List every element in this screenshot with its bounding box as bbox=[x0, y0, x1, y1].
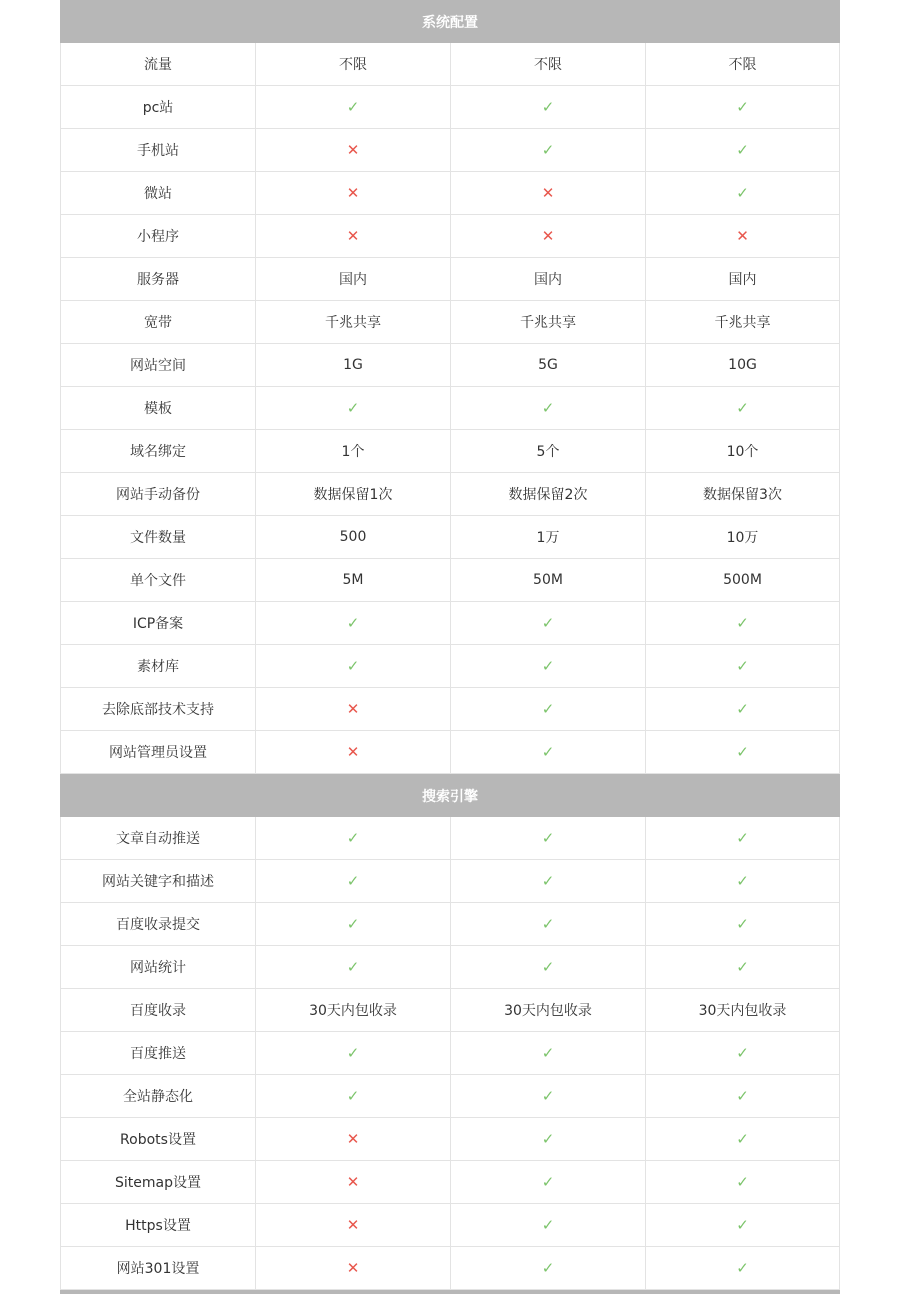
feature-label: 网站统计 bbox=[60, 946, 255, 988]
table-row bbox=[60, 903, 840, 946]
plan-value bbox=[450, 946, 645, 988]
plan-value bbox=[450, 903, 645, 945]
plan-value: 5M bbox=[255, 559, 450, 601]
check-icon: ✓ bbox=[736, 183, 749, 202]
section-header: 系统配置 bbox=[60, 0, 840, 43]
plan-value bbox=[255, 645, 450, 687]
cross-icon: ✕ bbox=[346, 226, 360, 245]
plan-value: 数据保留2次 bbox=[450, 473, 645, 515]
plan-value: 500M bbox=[645, 559, 840, 601]
plan-value bbox=[645, 1075, 840, 1117]
table-row bbox=[60, 1247, 840, 1290]
plan-value bbox=[645, 86, 840, 128]
check-icon: ✓ bbox=[541, 914, 555, 933]
plan-value bbox=[255, 731, 450, 773]
plan-value bbox=[255, 903, 450, 945]
table-bottom-bar bbox=[60, 1290, 840, 1294]
check-icon: ✓ bbox=[541, 1086, 555, 1105]
table-row bbox=[60, 172, 840, 215]
plan-value bbox=[255, 387, 450, 429]
plan-value bbox=[645, 172, 840, 214]
table-row bbox=[60, 1161, 840, 1204]
plan-value: 1G bbox=[255, 344, 450, 386]
plan-value bbox=[255, 1204, 450, 1246]
feature-label: 全站静态化 bbox=[60, 1075, 255, 1117]
plan-value bbox=[255, 1075, 450, 1117]
plan-value: 国内 bbox=[450, 258, 645, 300]
plan-value bbox=[450, 602, 645, 644]
plan-value bbox=[450, 86, 645, 128]
check-icon: ✓ bbox=[541, 140, 555, 159]
check-icon: ✓ bbox=[346, 957, 360, 976]
feature-label: 网站301设置 bbox=[60, 1247, 255, 1289]
table-row bbox=[60, 731, 840, 774]
cross-icon: ✕ bbox=[541, 183, 555, 202]
check-icon: ✓ bbox=[541, 1215, 555, 1234]
feature-label: 流量 bbox=[60, 43, 255, 85]
plan-value bbox=[645, 215, 840, 257]
check-icon: ✓ bbox=[736, 656, 749, 675]
plan-value: 不限 bbox=[645, 43, 840, 85]
feature-label: Robots设置 bbox=[60, 1118, 255, 1160]
plan-value bbox=[450, 387, 645, 429]
table-row bbox=[60, 989, 840, 1032]
feature-label: 服务器 bbox=[60, 258, 255, 300]
check-icon: ✓ bbox=[736, 613, 749, 632]
check-icon: ✓ bbox=[346, 97, 360, 116]
plan-value bbox=[450, 1247, 645, 1289]
feature-label: 文章自动推送 bbox=[60, 817, 255, 859]
cross-icon: ✕ bbox=[541, 226, 555, 245]
check-icon: ✓ bbox=[346, 1043, 360, 1062]
cross-icon: ✕ bbox=[346, 1215, 360, 1234]
check-icon: ✓ bbox=[736, 398, 749, 417]
plan-value: 1个 bbox=[255, 430, 450, 472]
plan-value bbox=[450, 172, 645, 214]
feature-label: 宽带 bbox=[60, 301, 255, 343]
feature-label: 微站 bbox=[60, 172, 255, 214]
feature-label: 单个文件 bbox=[60, 559, 255, 601]
check-icon: ✓ bbox=[736, 742, 749, 761]
feature-label: 网站管理员设置 bbox=[60, 731, 255, 773]
plan-value: 不限 bbox=[255, 43, 450, 85]
plan-value bbox=[255, 215, 450, 257]
plan-value bbox=[645, 1161, 840, 1203]
table-row bbox=[60, 860, 840, 903]
plan-value bbox=[645, 1204, 840, 1246]
plan-value: 50M bbox=[450, 559, 645, 601]
cross-icon: ✕ bbox=[346, 183, 360, 202]
plan-value: 30天内包收录 bbox=[645, 989, 840, 1031]
plan-value bbox=[255, 1032, 450, 1074]
check-icon: ✓ bbox=[736, 140, 749, 159]
plan-value: 10G bbox=[645, 344, 840, 386]
check-icon: ✓ bbox=[736, 1043, 749, 1062]
feature-label: 百度收录 bbox=[60, 989, 255, 1031]
plan-value: 500 bbox=[255, 516, 450, 558]
check-icon: ✓ bbox=[736, 1129, 749, 1148]
check-icon: ✓ bbox=[736, 957, 749, 976]
plan-value bbox=[255, 129, 450, 171]
cross-icon: ✕ bbox=[346, 1129, 360, 1148]
feature-label: Https设置 bbox=[60, 1204, 255, 1246]
cross-icon: ✕ bbox=[346, 1258, 360, 1277]
check-icon: ✓ bbox=[541, 828, 555, 847]
feature-label: 小程序 bbox=[60, 215, 255, 257]
check-icon: ✓ bbox=[541, 613, 555, 632]
plan-value bbox=[450, 731, 645, 773]
check-icon: ✓ bbox=[541, 398, 555, 417]
check-icon: ✓ bbox=[736, 1086, 749, 1105]
plan-value: 5G bbox=[450, 344, 645, 386]
plan-value: 数据保留3次 bbox=[645, 473, 840, 515]
table-row bbox=[60, 387, 840, 430]
check-icon: ✓ bbox=[346, 914, 360, 933]
plan-value: 千兆共享 bbox=[645, 301, 840, 343]
check-icon: ✓ bbox=[541, 656, 555, 675]
check-icon: ✓ bbox=[541, 1043, 555, 1062]
plan-value bbox=[450, 1204, 645, 1246]
feature-label: ICP备案 bbox=[60, 602, 255, 644]
plan-value bbox=[645, 688, 840, 730]
table-row bbox=[60, 86, 840, 129]
plan-value bbox=[255, 688, 450, 730]
plan-value: 千兆共享 bbox=[450, 301, 645, 343]
plan-value: 5个 bbox=[450, 430, 645, 472]
plan-value bbox=[450, 688, 645, 730]
check-icon: ✓ bbox=[736, 1258, 749, 1277]
plan-value bbox=[450, 817, 645, 859]
plan-value bbox=[255, 172, 450, 214]
table-row bbox=[60, 946, 840, 989]
plan-value bbox=[255, 86, 450, 128]
plan-value: 千兆共享 bbox=[255, 301, 450, 343]
plan-value bbox=[645, 860, 840, 902]
table-row bbox=[60, 344, 840, 387]
check-icon: ✓ bbox=[541, 97, 555, 116]
check-icon: ✓ bbox=[346, 398, 360, 417]
check-icon: ✓ bbox=[346, 828, 360, 847]
plan-value bbox=[450, 215, 645, 257]
plan-value bbox=[255, 602, 450, 644]
table-row bbox=[60, 430, 840, 473]
plan-value bbox=[450, 1032, 645, 1074]
plan-value: 国内 bbox=[255, 258, 450, 300]
check-icon: ✓ bbox=[346, 871, 360, 890]
table-row bbox=[60, 258, 840, 301]
feature-label: 百度收录提交 bbox=[60, 903, 255, 945]
check-icon: ✓ bbox=[346, 656, 360, 675]
plan-value: 10个 bbox=[645, 430, 840, 472]
plan-value bbox=[645, 602, 840, 644]
cross-icon: ✕ bbox=[736, 226, 749, 245]
plan-value: 数据保留1次 bbox=[255, 473, 450, 515]
plan-value: 10万 bbox=[645, 516, 840, 558]
plan-value bbox=[255, 946, 450, 988]
feature-label: 去除底部技术支持 bbox=[60, 688, 255, 730]
check-icon: ✓ bbox=[736, 1172, 749, 1191]
plan-value: 30天内包收录 bbox=[255, 989, 450, 1031]
plan-value bbox=[450, 1118, 645, 1160]
feature-label: Sitemap设置 bbox=[60, 1161, 255, 1203]
plan-value bbox=[645, 1247, 840, 1289]
feature-label: 网站手动备份 bbox=[60, 473, 255, 515]
plan-value bbox=[645, 129, 840, 171]
cross-icon: ✕ bbox=[346, 742, 360, 761]
plan-value bbox=[645, 1118, 840, 1160]
feature-label: 文件数量 bbox=[60, 516, 255, 558]
plan-value bbox=[450, 1161, 645, 1203]
cross-icon: ✕ bbox=[346, 699, 360, 718]
plan-value bbox=[645, 1032, 840, 1074]
check-icon: ✓ bbox=[736, 699, 749, 718]
feature-label: 模板 bbox=[60, 387, 255, 429]
check-icon: ✓ bbox=[736, 828, 749, 847]
plan-value bbox=[255, 1247, 450, 1289]
plan-value: 1万 bbox=[450, 516, 645, 558]
table-row bbox=[60, 645, 840, 688]
plan-value bbox=[450, 645, 645, 687]
table-row bbox=[60, 602, 840, 645]
feature-label: pc站 bbox=[60, 86, 255, 128]
feature-label: 百度推送 bbox=[60, 1032, 255, 1074]
table-row bbox=[60, 1032, 840, 1075]
plan-value bbox=[645, 387, 840, 429]
check-icon: ✓ bbox=[541, 871, 555, 890]
table-row bbox=[60, 129, 840, 172]
plan-value bbox=[645, 645, 840, 687]
check-icon: ✓ bbox=[346, 1086, 360, 1105]
check-icon: ✓ bbox=[736, 871, 749, 890]
check-icon: ✓ bbox=[346, 613, 360, 632]
plan-value bbox=[255, 1118, 450, 1160]
feature-label: 素材库 bbox=[60, 645, 255, 687]
check-icon: ✓ bbox=[541, 1172, 555, 1191]
comparison-table bbox=[60, 0, 840, 1294]
table-row bbox=[60, 688, 840, 731]
plan-value: 不限 bbox=[450, 43, 645, 85]
feature-label: 网站空间 bbox=[60, 344, 255, 386]
plan-value: 国内 bbox=[645, 258, 840, 300]
check-icon: ✓ bbox=[541, 742, 555, 761]
plan-value bbox=[255, 860, 450, 902]
table-row bbox=[60, 43, 840, 86]
table-row bbox=[60, 301, 840, 344]
check-icon: ✓ bbox=[736, 1215, 749, 1234]
plan-value bbox=[645, 731, 840, 773]
table-row bbox=[60, 473, 840, 516]
table-row bbox=[60, 1204, 840, 1247]
check-icon: ✓ bbox=[541, 957, 555, 976]
section-header: 搜索引擎 bbox=[60, 774, 840, 817]
cross-icon: ✕ bbox=[346, 1172, 360, 1191]
plan-value bbox=[450, 1075, 645, 1117]
table-row bbox=[60, 215, 840, 258]
table-row bbox=[60, 1075, 840, 1118]
plan-value bbox=[450, 129, 645, 171]
plan-value bbox=[255, 1161, 450, 1203]
check-icon: ✓ bbox=[736, 914, 749, 933]
plan-value bbox=[645, 946, 840, 988]
table-row bbox=[60, 817, 840, 860]
check-icon: ✓ bbox=[736, 97, 749, 116]
plan-value bbox=[645, 903, 840, 945]
feature-label: 手机站 bbox=[60, 129, 255, 171]
feature-label: 网站关键字和描述 bbox=[60, 860, 255, 902]
cross-icon: ✕ bbox=[346, 140, 360, 159]
check-icon: ✓ bbox=[541, 1258, 555, 1277]
table-row bbox=[60, 559, 840, 602]
feature-label: 域名绑定 bbox=[60, 430, 255, 472]
check-icon: ✓ bbox=[541, 1129, 555, 1148]
plan-value bbox=[450, 860, 645, 902]
plan-value bbox=[255, 817, 450, 859]
table-row bbox=[60, 1118, 840, 1161]
check-icon: ✓ bbox=[541, 699, 555, 718]
table-row bbox=[60, 516, 840, 559]
plan-value: 30天内包收录 bbox=[450, 989, 645, 1031]
plan-value bbox=[645, 817, 840, 859]
